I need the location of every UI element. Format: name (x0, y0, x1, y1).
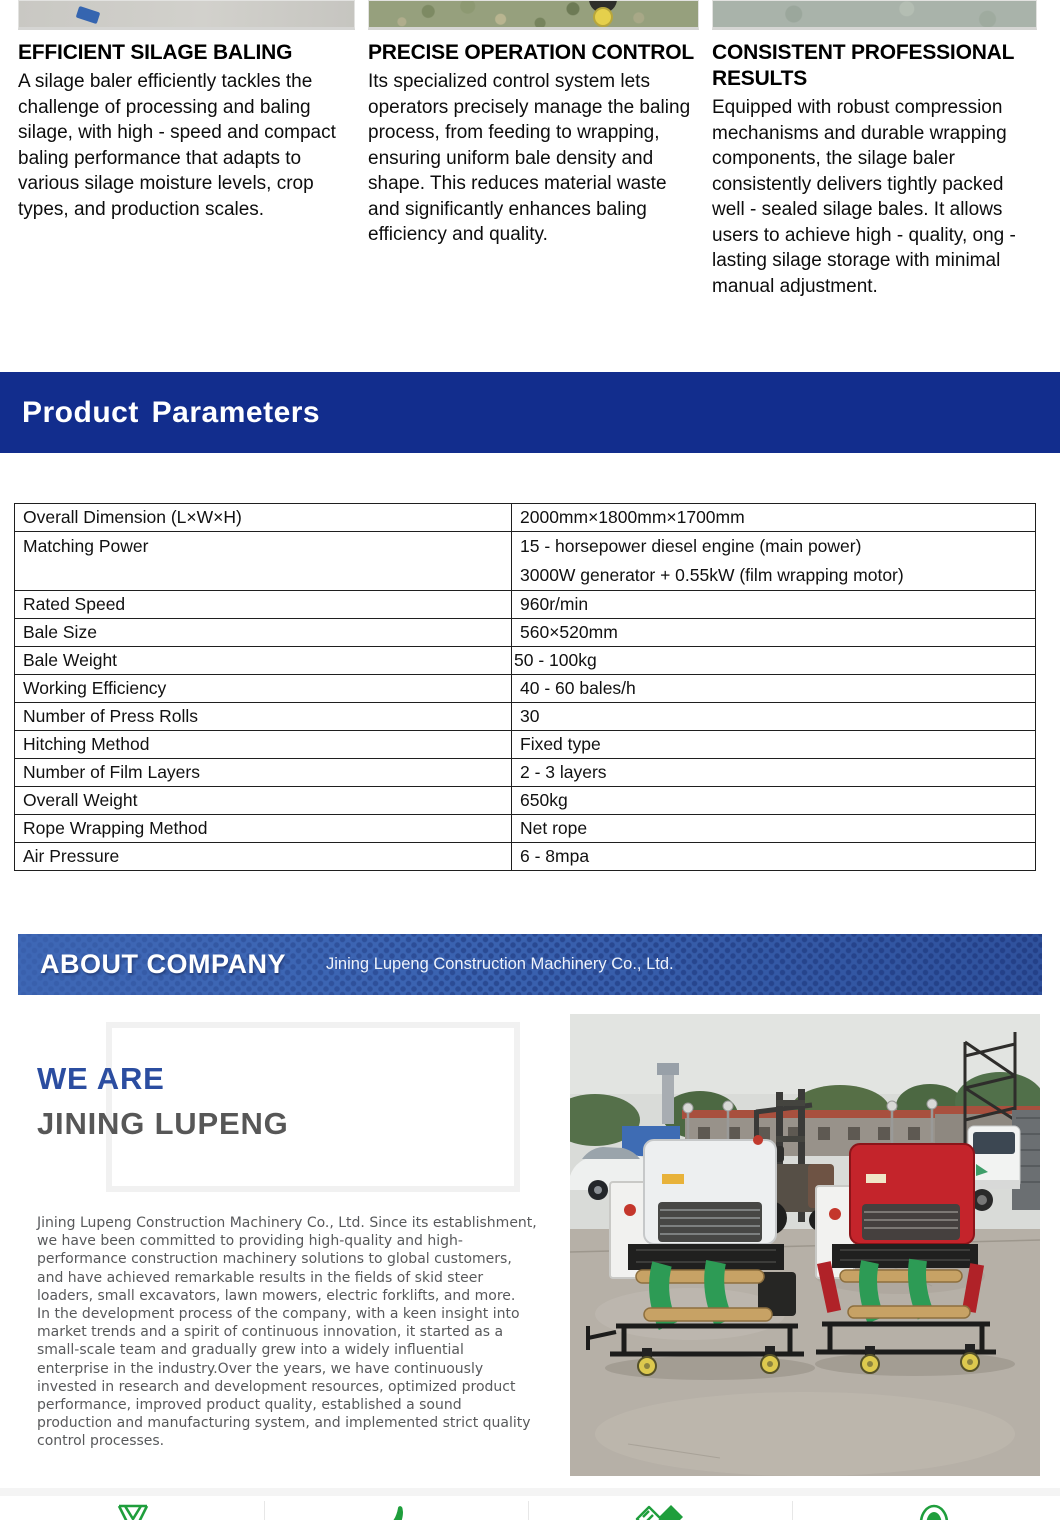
table-row (15, 591, 1036, 619)
footer-feature-strip (0, 1488, 1060, 1520)
param-label: Air Pressure (15, 843, 512, 871)
company-intro-paragraph-2: In the development process of the company, with a keen insight into market trends and a spirit of continuous innovation, it started as a small-scale team and gradually grew into a widely influential enterprise in the industry.Over the years, we have continuously invested in research and development resources, optimized product performance, improved product quality, established a sound production and manufacturing system, and implemented strict quality control processes. (37, 1306, 531, 1450)
section-title: Product Parameters (22, 395, 321, 429)
medal-icon (111, 1503, 155, 1520)
param-label: Bale Weight (15, 647, 512, 675)
param-label: Hitching Method (15, 731, 512, 759)
feature-column-baling (18, 0, 355, 372)
table-row (15, 815, 1036, 843)
quality-seal-icon (918, 1503, 950, 1520)
param-label: Overall Weight (15, 787, 512, 815)
param-label: Number of Press Rolls (15, 703, 512, 731)
param-value (512, 532, 1036, 591)
operation-control-photo (368, 0, 699, 30)
feature-column-results (712, 0, 1037, 372)
about-section (0, 1014, 1060, 1482)
param-label: Rated Speed (15, 591, 512, 619)
table-row (15, 675, 1036, 703)
handshake-icon (633, 1503, 687, 1520)
table-row (15, 703, 1036, 731)
param-value: 30 (512, 703, 1036, 731)
company-photo (570, 1014, 1040, 1476)
param-value: 2 - 3 layers (512, 759, 1036, 787)
param-label: Bale Size (15, 619, 512, 647)
param-label: Number of Film Layers (15, 759, 512, 787)
heading-line-company: JINING LUPENG (37, 1106, 289, 1141)
results-photo (712, 0, 1037, 30)
param-value: 50 - 100kg (512, 647, 1036, 675)
param-value: 560×520mm (512, 619, 1036, 647)
table-row (15, 619, 1036, 647)
parameters-table (14, 503, 1036, 871)
feature-columns (0, 0, 1060, 372)
feature-body: Its specialized control system lets operators precisely manage the baling process, from feeding to wrapping, ensuring uniform bale density and shape. This reduces material waste and significantly enhances baling efficiency and quality. (368, 71, 691, 245)
feature-body: A silage baler efficiently tackles the challenge of processing and baling silage, with high - speed and compact baling performance that adapts to various silage moisture levels, crop types, and production scales. (18, 71, 336, 220)
table-row (15, 647, 1036, 675)
thumbs-up-icon (375, 1503, 419, 1520)
feature-title: PRECISE OPERATION CONTROL (368, 41, 694, 64)
company-intro-paragraph-1: Jining Lupeng Construction Machinery Co., Ltd. Since its establishment, we have been committed to providing high-quality and high-performance construction machinery solutions to global customers, and have achieved remarkable results in the fields of skid steer loaders, small excavators, lawn mowers, electric forklifts, and more. (37, 1215, 537, 1304)
divider (528, 1501, 529, 1520)
param-value: 2000mm×1800mm×1700mm (512, 504, 1036, 532)
param-value-line-1: 15 - horsepower diesel engine (main power) (520, 536, 862, 556)
table-row (15, 759, 1036, 787)
table-row (15, 731, 1036, 759)
company-name: Jining Lupeng Construction Machinery Co., Ltd. (326, 955, 674, 973)
param-label: Working Efficiency (15, 675, 512, 703)
divider (792, 1501, 793, 1520)
param-label: Overall Dimension (L×W×H) (15, 504, 512, 532)
feature-body: Equipped with robust compression mechanisms and durable wrapping components, the silage baler consistently delivers tightly packed well - sealed silage bales. It allows users to achieve high - quality, ong - lasting silage storage with minimal manual adjustment. (712, 97, 1016, 297)
feature-title: CONSISTENT PROFESSIONAL RESULTS (712, 41, 1014, 90)
param-value: Net rope (512, 815, 1036, 843)
table-row (15, 504, 1036, 532)
about-company-banner (18, 934, 1042, 995)
feature-title: EFFICIENT SILAGE BALING (18, 41, 293, 64)
table-row (15, 843, 1036, 871)
divider (264, 1501, 265, 1520)
table-row (15, 787, 1036, 815)
section-title: ABOUT COMPANY (40, 949, 286, 979)
param-value: Fixed type (512, 731, 1036, 759)
about-heading (37, 1056, 289, 1146)
table-row (15, 532, 1036, 591)
param-value: 650kg (512, 787, 1036, 815)
param-label: Matching Power (15, 532, 512, 591)
param-value: 960r/min (512, 591, 1036, 619)
param-value: 6 - 8mpa (512, 843, 1036, 871)
yellow-wheel-image (593, 7, 613, 27)
heading-line-we-are: WE ARE (37, 1061, 165, 1096)
silage-baling-photo (18, 0, 355, 30)
company-intro (37, 1214, 539, 1451)
param-value-line-2: 3000W generator + 0.55kW (film wrapping motor) (520, 565, 904, 585)
machine-part-image (76, 6, 101, 24)
feature-column-control (368, 0, 699, 372)
param-label: Rope Wrapping Method (15, 815, 512, 843)
param-value: 40 - 60 bales/h (512, 675, 1036, 703)
product-parameters-banner (0, 372, 1060, 453)
